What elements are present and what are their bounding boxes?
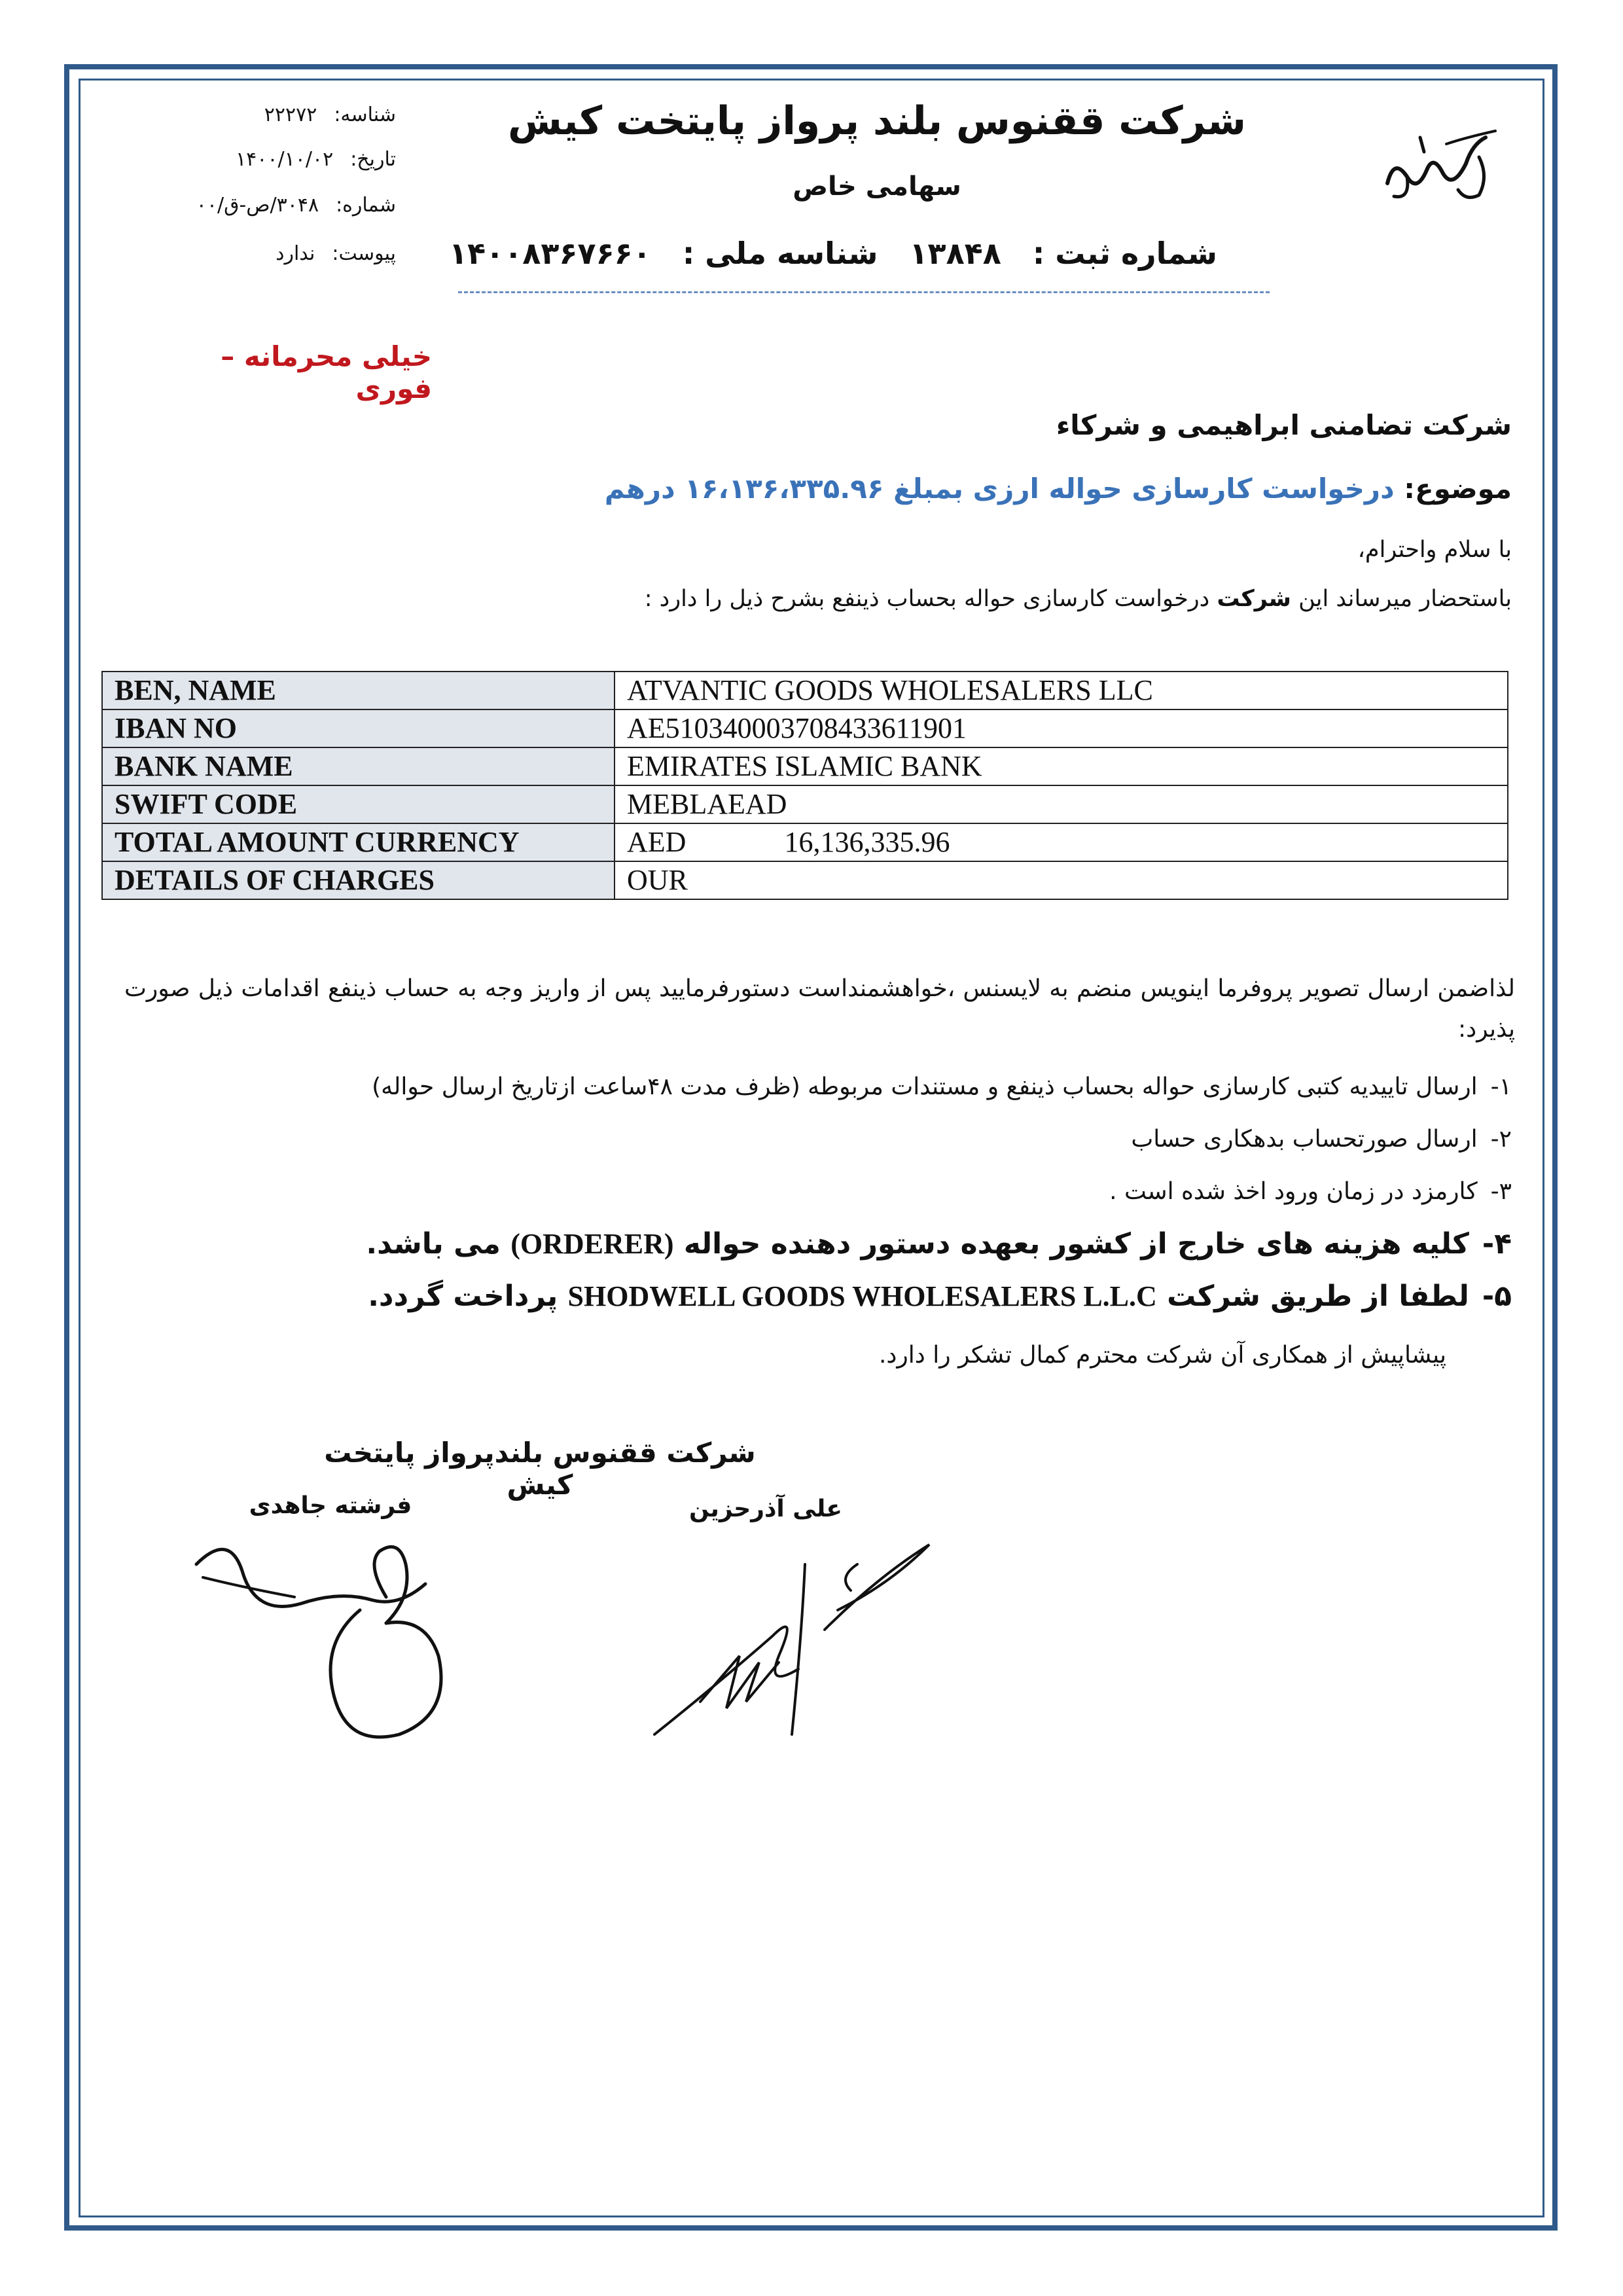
national-id: ۱۴۰۰۸۳۶۷۶۶۰	[448, 236, 651, 271]
closing-text: پیشاپیش از همکاری آن شرکت محترم کمال تشکر را دارد.	[878, 1342, 1446, 1369]
item-number: ۵-	[1482, 1280, 1512, 1313]
meta-id-value: ۲۲۲۷۲	[264, 103, 317, 126]
meta-attachment-label: پیوست:	[332, 242, 396, 265]
company-title: شرکت ققنوس بلند پرواز پایتخت کیش	[507, 98, 1247, 144]
item-text: کارمزد در زمان ورود اخذ شده است .	[1109, 1178, 1478, 1205]
table-value-amount	[615, 823, 1508, 861]
list-item	[151, 1073, 1512, 1100]
meta-id	[134, 103, 396, 126]
signer-name-left: فرشته جاهدی	[249, 1492, 412, 1519]
remittance-table	[101, 671, 1508, 900]
table-row	[102, 747, 1508, 785]
subject-label: موضوع:	[1404, 473, 1512, 505]
amount: 16,136,335.96	[784, 826, 950, 858]
signature-right-image	[641, 1538, 942, 1754]
item-text: ارسال تاییدیه کتبی کارسازی حواله بحساب ذینفع و مستندات مربوطه (ظرف مدت ۴۸ساعت ازتاریخ ارسال حواله)	[372, 1073, 1478, 1100]
list-item	[151, 1280, 1512, 1313]
national-id-label: شناسه ملی :	[682, 236, 878, 271]
meta-attachment-value: ندارد	[276, 242, 315, 265]
item-number: ۳-	[1490, 1178, 1512, 1205]
table-value: EMIRATES ISLAMIC BANK	[615, 747, 1508, 785]
meta-date-label: تاریخ:	[350, 148, 396, 171]
recipient: شرکت تضامنی ابراهیمی و شرکاء	[1056, 409, 1512, 441]
table-key: IBAN NO	[102, 709, 615, 747]
intro	[458, 586, 1512, 612]
registration-line	[448, 236, 1217, 271]
item-text: لطفا از طریق شرکت	[1167, 1280, 1469, 1313]
registration-label: شماره ثبت :	[1032, 236, 1217, 271]
meta-number-value: ۳۰۴۸/ص-ق/۰۰	[196, 194, 319, 217]
meta-date-value: ۱۴۰۰/۱۰/۰۲	[236, 148, 334, 171]
subject-value: درخواست کارسازی حواله ارزی بمبلغ ۱۶،۱۳۶،۳۳۵.۹۶ درهم	[604, 473, 1395, 505]
meta-number	[134, 194, 396, 217]
signer-name-right: علی آذرحزین	[688, 1496, 843, 1522]
confidential-label: خیلی محرمانه – فوری	[221, 340, 432, 404]
registration-number: ۱۳۸۴۸	[909, 236, 1001, 271]
item-text-after: می باشد.	[366, 1227, 501, 1261]
table-value: MEBLAEAD	[615, 785, 1508, 823]
item-text: کلیه هزینه های خارج از کشور بعهده دستور دهنده حواله	[683, 1227, 1469, 1261]
table-row	[102, 672, 1508, 709]
meta-number-label: شماره:	[336, 194, 396, 217]
table-value: ATVANTIC GOODS WHOLESALERS LLC	[615, 672, 1508, 709]
table-key: BANK NAME	[102, 747, 615, 785]
table-key: DETAILS OF CHARGES	[102, 861, 615, 899]
intro-before: باستحضار میرساند این	[1298, 586, 1512, 612]
list-item	[151, 1227, 1512, 1261]
subject	[458, 473, 1512, 505]
item-latin: (ORDERER)	[510, 1228, 674, 1260]
meta-id-label: شناسه:	[334, 103, 396, 126]
signature-left-image	[190, 1525, 504, 1774]
table-row	[102, 861, 1508, 899]
table-row	[102, 709, 1508, 747]
intro-after: درخواست کارسازی حواله بحساب ذینفع بشرح ذیل را دارد :	[644, 586, 1210, 612]
company-type: سهامی خاص	[793, 171, 961, 202]
table-key: BEN, NAME	[102, 672, 615, 709]
table-value: AE510340003708433611901	[615, 709, 1508, 747]
body-paragraph: لذاضمن ارسال تصویر پروفرما اینویس منضم به لایسنس ،خواهشمنداست دستورفرمایید پس از واریز وجه به حساب ذینفع اقدامات ذیل صورت پذیرد:	[124, 975, 1515, 1043]
list-item	[151, 1178, 1512, 1205]
table-value: OUR	[615, 861, 1508, 899]
meta-attachment	[134, 242, 396, 265]
item-text: ارسال صورتحساب بدهکاری حساب	[1131, 1126, 1478, 1153]
item-text-after: پرداخت گردد.	[368, 1280, 558, 1313]
header-divider	[458, 291, 1270, 293]
item-number: ۱-	[1490, 1073, 1512, 1100]
greeting: با سلام واحترام،	[1357, 537, 1512, 563]
list-item	[151, 1126, 1512, 1153]
item-number: ۴-	[1482, 1227, 1512, 1261]
item-latin: SHODWELL GOODS WHOLESALERS L.L.C	[567, 1280, 1157, 1312]
table-row	[102, 785, 1508, 823]
currency: AED	[627, 826, 687, 858]
basmala-logo	[1381, 118, 1505, 209]
intro-bold: شرکت	[1217, 586, 1291, 612]
item-number: ۲-	[1490, 1126, 1512, 1153]
signature-company: شرکت ققنوس بلندپرواز پایتخت کیش	[324, 1437, 756, 1501]
table-key: TOTAL AMOUNT CURRENCY	[102, 823, 615, 861]
meta-date	[134, 148, 396, 171]
table-row	[102, 823, 1508, 861]
table-key: SWIFT CODE	[102, 785, 615, 823]
